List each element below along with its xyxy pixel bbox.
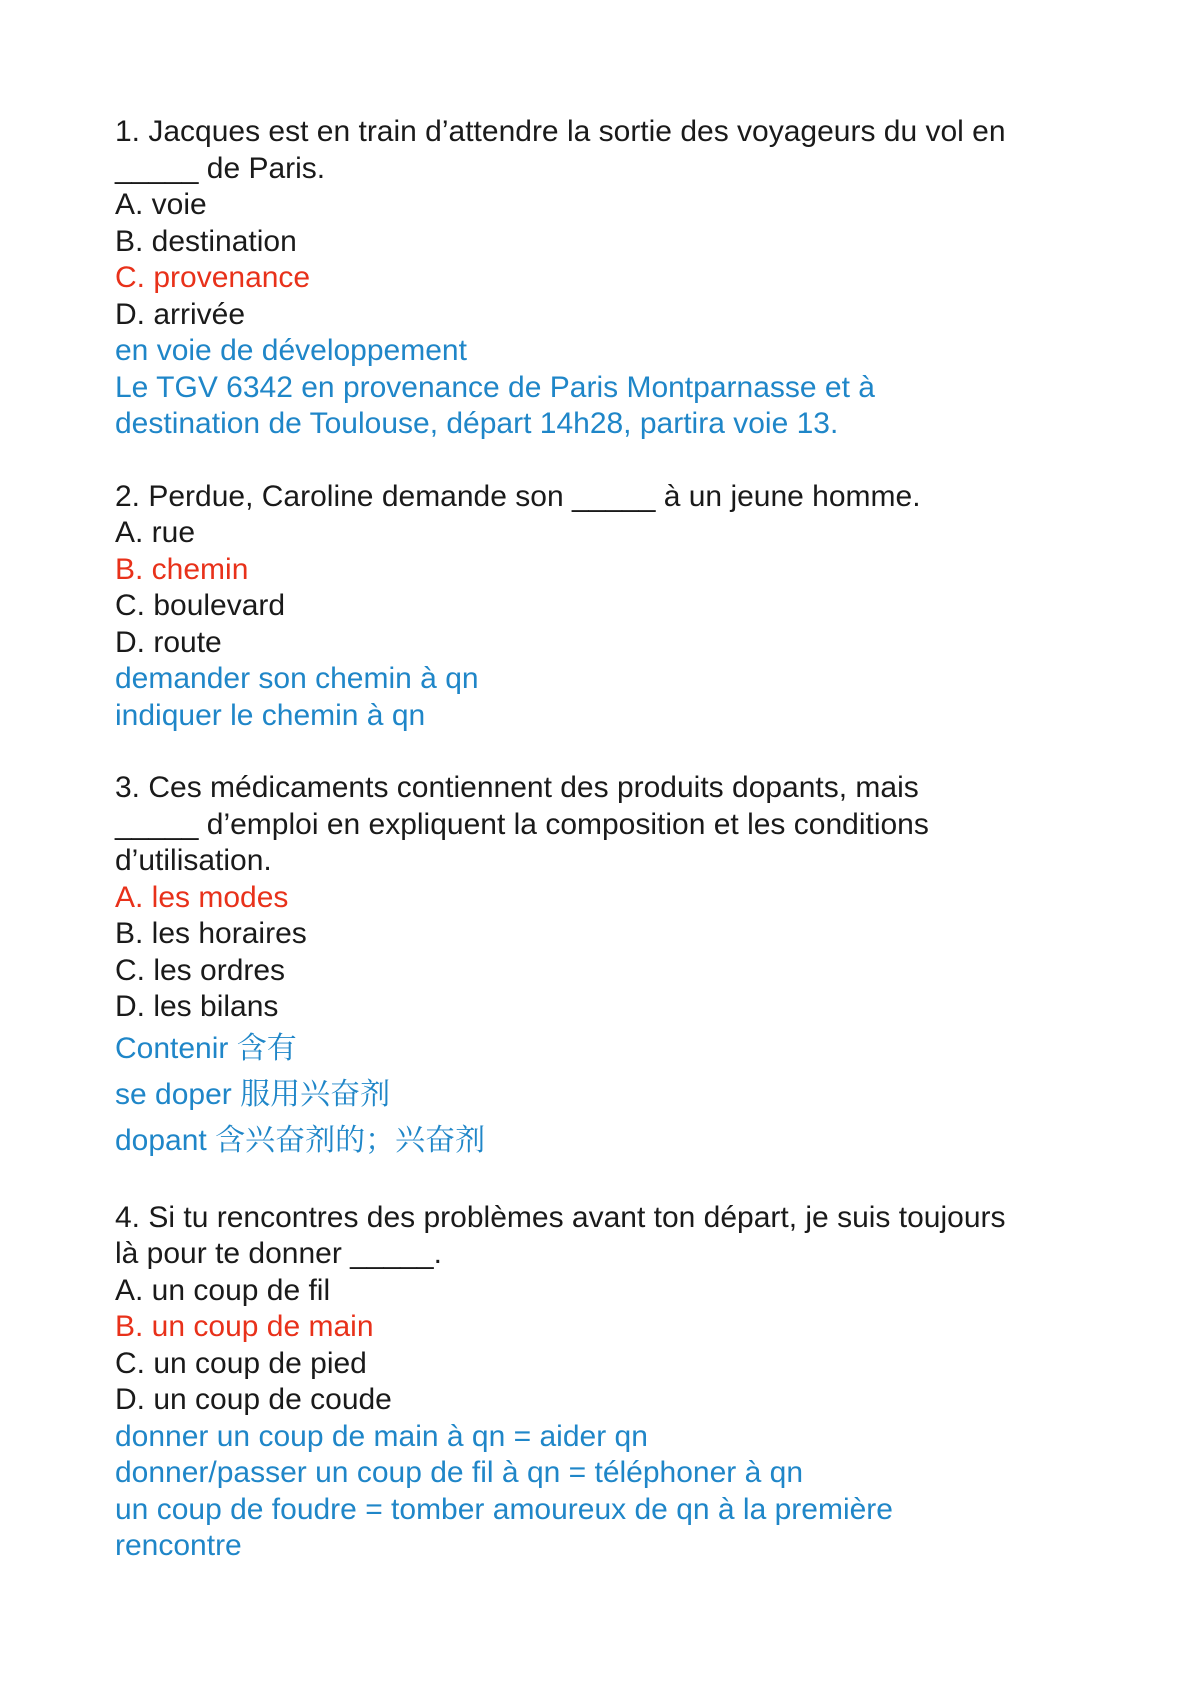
- stem-line: _____ d’emploi en expliquent la composition et les conditions: [115, 807, 929, 841]
- question-1: [115, 114, 1115, 443]
- question-stem: [115, 770, 1115, 880]
- option-d: D. un coup de coude: [115, 1383, 392, 1416]
- question-stem: [115, 114, 1115, 187]
- question-2: [115, 479, 1115, 735]
- note-line: demander son chemin à qn: [115, 662, 479, 695]
- option-c: C. les ordres: [115, 953, 286, 987]
- stem-line: d’utilisation.: [115, 844, 272, 877]
- stem-line: 4. Si tu rencontres des problèmes avant ton départ, je suis toujours: [115, 1200, 1006, 1234]
- note-line: donner un coup de main à qn = aider qn: [115, 1419, 648, 1453]
- stem-line: 2. Perdue, Caroline demande son _____ à un jeune homme.: [115, 479, 921, 513]
- answer-options: [115, 880, 1115, 1026]
- option-d: D. les bilans: [115, 990, 279, 1023]
- option-d: D. route: [115, 625, 222, 659]
- question-stem: [115, 479, 1115, 516]
- option-a: A. un coup de fil: [115, 1273, 331, 1307]
- note-line: se doper 服用兴奋剂: [115, 1077, 391, 1111]
- stem-line: là pour te donner _____.: [115, 1237, 442, 1270]
- vocabulary-notes: [115, 1419, 1115, 1565]
- option-a: A. voie: [115, 188, 207, 221]
- option-c-correct: C. provenance: [115, 261, 311, 294]
- question-4: [115, 1200, 1115, 1565]
- answer-options: [115, 515, 1115, 661]
- option-d: D. arrivée: [115, 297, 246, 331]
- stem-line: 1. Jacques est en train d’attendre la sortie des voyageurs du vol en: [115, 115, 1006, 148]
- option-c: C. un coup de pied: [115, 1346, 367, 1380]
- option-b: B. les horaires: [115, 917, 307, 950]
- option-a-correct: A. les modes: [115, 880, 289, 914]
- note-line: dopant 含兴奋剂的；兴奋剂: [115, 1123, 486, 1157]
- vocabulary-notes: [115, 661, 1115, 734]
- note-line: destination de Toulouse, départ 14h28, partira voie 13.: [115, 407, 839, 440]
- answer-options: [115, 187, 1115, 333]
- note-line: indiquer le chemin à qn: [115, 698, 426, 732]
- note-line: en voie de développement: [115, 334, 467, 367]
- option-b-correct: B. chemin: [115, 552, 249, 586]
- note-line: donner/passer un coup de fil à qn = téléphoner à qn: [115, 1456, 804, 1489]
- note-line: un coup de foudre = tomber amoureux de qn à la première: [115, 1492, 893, 1526]
- answer-options: [115, 1273, 1115, 1419]
- stem-line: _____ de Paris.: [115, 151, 326, 185]
- option-b-correct: B. un coup de main: [115, 1310, 374, 1343]
- option-a: A. rue: [115, 516, 196, 549]
- stem-line: 3. Ces médicaments contiennent des produits dopants, mais: [115, 771, 919, 804]
- vocabulary-notes: [115, 1026, 1115, 1164]
- question-3: [115, 770, 1115, 1164]
- option-c: C. boulevard: [115, 589, 286, 622]
- vocabulary-notes: [115, 333, 1115, 443]
- option-b: B. destination: [115, 224, 297, 258]
- note-line: rencontre: [115, 1529, 242, 1562]
- question-stem: [115, 1200, 1115, 1273]
- note-line: Le TGV 6342 en provenance de Paris Montparnasse et à: [115, 370, 875, 404]
- document-page: [115, 114, 1115, 1601]
- note-line: Contenir 含有: [115, 1031, 297, 1065]
